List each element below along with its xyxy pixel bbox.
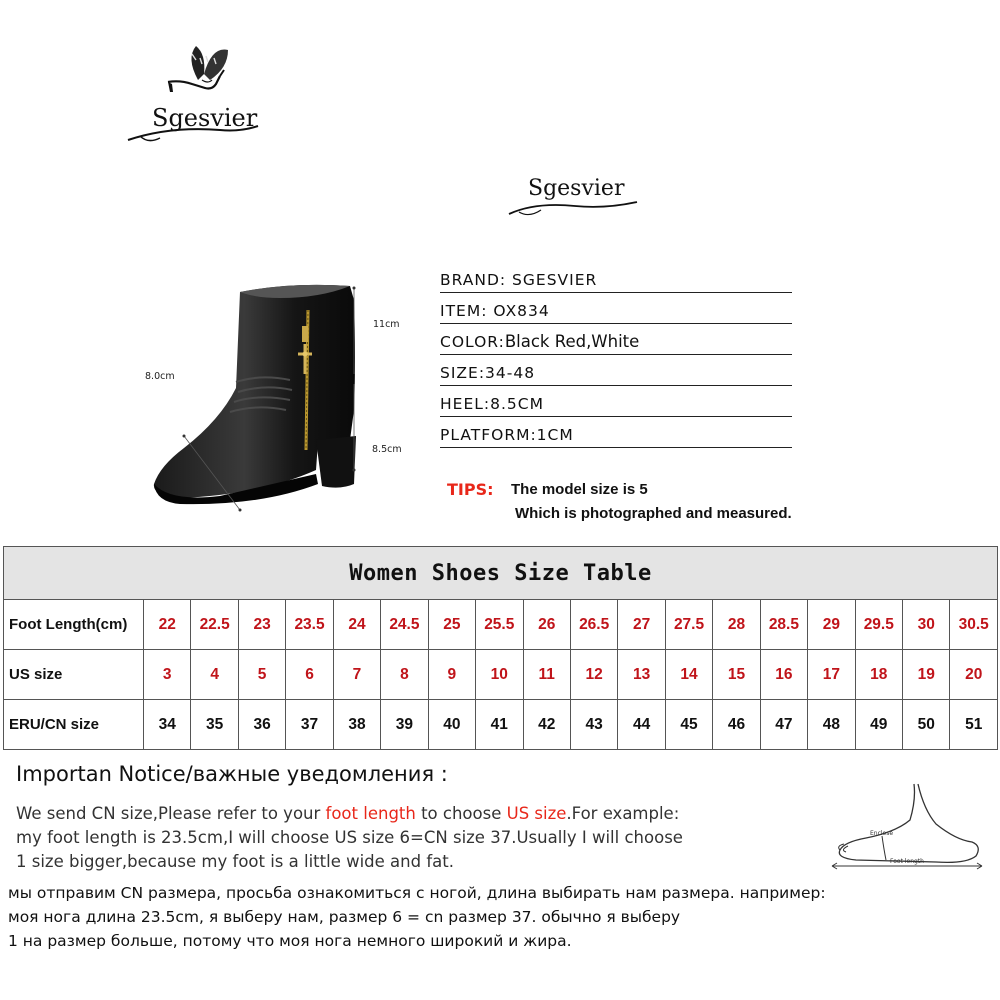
platform-line: PLATFORM:1CM bbox=[440, 423, 792, 448]
size-table-cell: 27 bbox=[618, 600, 665, 650]
size-table-cell: 51 bbox=[950, 700, 998, 750]
size-line: SIZE:34-48 bbox=[440, 361, 792, 386]
size-table-cell: 46 bbox=[713, 700, 760, 750]
size-table-cell: 18 bbox=[855, 650, 902, 700]
size-table-cell: 35 bbox=[191, 700, 238, 750]
size-table-row-label: Foot Length(cm) bbox=[4, 600, 144, 650]
foot-length-diagram-label: Foot length bbox=[890, 858, 924, 865]
size-table-cell: 41 bbox=[476, 700, 523, 750]
us-size-highlight: US size bbox=[506, 804, 567, 823]
size-table-cell: 9 bbox=[428, 650, 475, 700]
size-table-cell: 29 bbox=[808, 600, 855, 650]
size-table-cell: 37 bbox=[286, 700, 333, 750]
size-table-cell: 36 bbox=[238, 700, 285, 750]
size-table-cell: 30.5 bbox=[950, 600, 998, 650]
logo-swoosh-icon bbox=[505, 196, 645, 218]
size-table-cell: 29.5 bbox=[855, 600, 902, 650]
brand-line: BRAND: SGESVIER bbox=[440, 268, 792, 293]
size-table-cell: 22.5 bbox=[191, 600, 238, 650]
size-table-cell: 50 bbox=[903, 700, 950, 750]
notice-en-line-1 bbox=[16, 804, 679, 823]
tips-label: TIPS: bbox=[447, 480, 494, 499]
size-table-cell: 22 bbox=[144, 600, 191, 650]
size-table-row-label: ERU/CN size bbox=[4, 700, 144, 750]
tips-line-1: The model size is 5 bbox=[511, 481, 648, 498]
brand-logo-secondary: Sgesvier bbox=[528, 176, 625, 201]
notice-ru-line-1: мы отправим CN размера, просьба ознакомиться с ногой, длина выбирать нам размера. например: bbox=[8, 884, 826, 902]
size-table-cell: 23.5 bbox=[286, 600, 333, 650]
notice-en-line-3: 1 size bigger,because my foot is a little wide and fat. bbox=[16, 852, 454, 871]
size-table-cell: 19 bbox=[903, 650, 950, 700]
size-table-cell: 30 bbox=[903, 600, 950, 650]
size-table-cell: 24 bbox=[333, 600, 380, 650]
size-table-cell: 14 bbox=[665, 650, 712, 700]
heel-height-label: 8.5cm bbox=[372, 444, 402, 455]
size-table-cell: 23 bbox=[238, 600, 285, 650]
notice-en-text: .For example: bbox=[566, 804, 680, 823]
size-table-cell: 7 bbox=[333, 650, 380, 700]
size-table-row-label: US size bbox=[4, 650, 144, 700]
size-table-title: Women Shoes Size Table bbox=[4, 547, 998, 600]
foot-length-highlight: foot length bbox=[325, 804, 416, 823]
notice-en-text: We send CN size,Please refer to your bbox=[16, 804, 326, 823]
size-table-cell: 45 bbox=[665, 700, 712, 750]
color-value: Black Red,White bbox=[504, 332, 640, 351]
size-table-cell: 6 bbox=[286, 650, 333, 700]
size-table-cell: 38 bbox=[333, 700, 380, 750]
boot-length-label: 8.0cm bbox=[145, 371, 175, 382]
size-table-cell: 28 bbox=[713, 600, 760, 650]
size-table-cell: 25.5 bbox=[476, 600, 523, 650]
size-table-cell: 13 bbox=[618, 650, 665, 700]
notice-ru-line-3: 1 на размер больше, потому что моя нога немного широкий и жира. bbox=[8, 932, 572, 950]
size-table-cell: 5 bbox=[238, 650, 285, 700]
size-table-cell: 12 bbox=[570, 650, 617, 700]
notice-ru-line-2: моя нога длина 23.5cm, я выберу нам, размер 6 = cn размер 37. обычно я выберу bbox=[8, 908, 681, 926]
size-table-cell: 16 bbox=[760, 650, 807, 700]
size-table-cell: 27.5 bbox=[665, 600, 712, 650]
size-table-cell: 48 bbox=[808, 700, 855, 750]
size-table-cell: 43 bbox=[570, 700, 617, 750]
size-table-cell: 34 bbox=[144, 700, 191, 750]
dimension-lines bbox=[170, 286, 370, 516]
size-table-cell: 49 bbox=[855, 700, 902, 750]
heel-line: HEEL:8.5CM bbox=[440, 392, 792, 417]
size-table-cell: 25 bbox=[428, 600, 475, 650]
notice-title: Importan Notice/важные уведомления : bbox=[16, 762, 448, 786]
size-table-cell: 44 bbox=[618, 700, 665, 750]
size-table bbox=[3, 546, 998, 750]
tips-line-2: Which is photographed and measured. bbox=[515, 505, 792, 522]
size-table-cell: 24.5 bbox=[381, 600, 428, 650]
size-table-cell: 28.5 bbox=[760, 600, 807, 650]
enclose-label: Enclose bbox=[870, 830, 894, 837]
size-table-cell: 42 bbox=[523, 700, 570, 750]
size-table-cell: 15 bbox=[713, 650, 760, 700]
notice-en-line-2: my foot length is 23.5cm,I will choose US size 6=CN size 37.Usually I will choose bbox=[16, 828, 683, 847]
size-table-row bbox=[4, 600, 998, 650]
notice-en-text: to choose bbox=[415, 804, 507, 823]
brand-logo-primary: Sgesvier bbox=[152, 104, 258, 132]
size-table-cell: 39 bbox=[381, 700, 428, 750]
foot-measure-diagram-icon bbox=[826, 780, 986, 875]
size-table-cell: 3 bbox=[144, 650, 191, 700]
size-table-cell: 17 bbox=[808, 650, 855, 700]
size-table-cell: 40 bbox=[428, 700, 475, 750]
size-table-cell: 26 bbox=[523, 600, 570, 650]
size-table-cell: 4 bbox=[191, 650, 238, 700]
butterfly-heel-logo-icon bbox=[120, 40, 270, 150]
size-table-row bbox=[4, 700, 998, 750]
size-table-cell: 10 bbox=[476, 650, 523, 700]
size-table-cell: 26.5 bbox=[570, 600, 617, 650]
size-table-cell: 47 bbox=[760, 700, 807, 750]
size-table-cell: 11 bbox=[523, 650, 570, 700]
color-line bbox=[440, 330, 792, 355]
size-table-row bbox=[4, 650, 998, 700]
item-line: ITEM: OX834 bbox=[440, 299, 792, 324]
color-label: COLOR: bbox=[440, 333, 505, 351]
size-table-cell: 8 bbox=[381, 650, 428, 700]
shaft-height-label: 11cm bbox=[373, 319, 400, 330]
size-table-cell: 20 bbox=[950, 650, 998, 700]
